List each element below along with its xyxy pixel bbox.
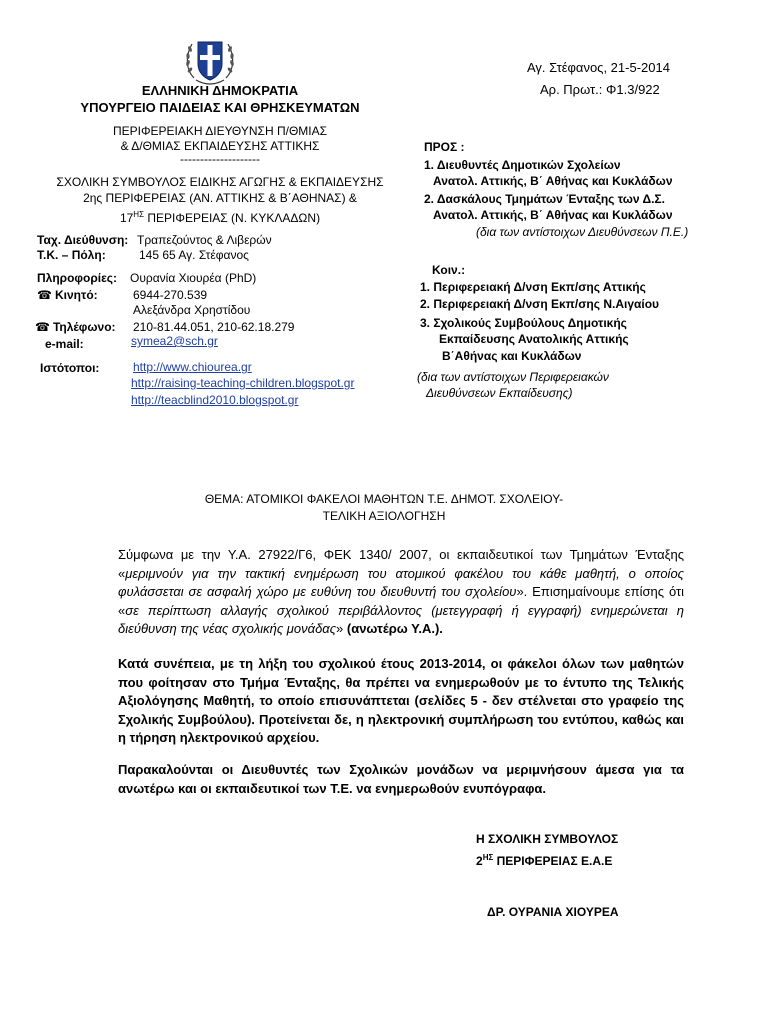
protocol-number: Αρ. Πρωτ.: Φ1.3/922: [540, 82, 660, 97]
subject-line-2: ΤΕΛΙΚΗ ΑΞΙΟΛΟΓΗΣΗ: [322, 509, 446, 523]
directorate-line-1: ΠΕΡΙΦΕΡΕΙΑΚΗ ΔΙΕΥΘΥΝΣΗ Π/ΘΜΙΑΣ: [112, 124, 328, 138]
body-paragraph-3: Παρακαλούνται οι Διευθυντές των Σχολικών μονάδων να μεριμνήσουν άμεσα για τα ανωτέρω και οι εκπαιδευτικοί των Τ.Ε. να ενημερωθούν ενυπόγραφα.: [118, 762, 684, 796]
address-label: Ταχ. Διεύθυνση:: [37, 233, 129, 247]
email-link[interactable]: symea2@sch.gr: [131, 334, 218, 348]
postcode-label: Τ.Κ. – Πόλη:: [37, 248, 106, 262]
address-value: Τραπεζούντος & Λιβερών: [137, 233, 272, 247]
mobile-value: 6944-270.539: [133, 288, 208, 302]
postcode-value: 145 65 Αγ. Στέφανος: [139, 248, 249, 262]
phone-value: 210-81.44.051, 210-62.18.279: [133, 320, 295, 334]
cc-item-3-line-2: Εκπαίδευσης Ανατολικής Αττικής: [439, 332, 629, 346]
cc-note-line-2: Διευθύνσεων Εκπαίδευσης): [426, 386, 573, 400]
cc-note-line-1: (δια των αντίστοιχων Περιφερειακών: [417, 370, 609, 384]
signature-name: ΔΡ. ΟΥΡΑΝΙΑ ΧΙΟΥΡΕΑ: [487, 905, 619, 919]
advisor-line-3: $17^{H\Sigma}$ ΠΕΡΙΦΕΡΕΙΑΣ (Ν. ΚΥΚΛΑΔΩΝ): [119, 210, 321, 225]
info-value-2: Αλεξάνδρα Χρηστίδου: [133, 303, 251, 317]
document-date: Αγ. Στέφανος, 21-5-2014: [527, 60, 670, 75]
info-label: Πληροφορίες:: [37, 271, 118, 285]
subject-line-1: ΘΕΜΑ: ΑΤΟΜΙΚΟΙ ΦΑΚΕΛΟΙ ΜΑΘΗΤΩΝ Τ.Ε. ΔΗΜΟΤ. ΣΧΟΛΕΙΟΥ-: [204, 492, 564, 506]
separator-line: --------------------: [180, 152, 260, 166]
body-paragraph-2: Κατά συνέπεια, με τη λήξη του σχολικού έτους 2013-2014, οι φάκελοι όλων των μαθητών που φοίτησαν στο Τμήμα Ένταξης, θα πρέπει να ενημερωθούν με το έντυπο της Τελικής Αξιολόγησης Μαθητή, το οποίο επισυνάπτεται (σελίδες 5 - δεν στέλνεται στο γραφείο της Σχολικής Συμβούλου). Προτείνεται δε, η ηλεκτρονική συμπλήρωση του εντύπου, καθώς και η τήρηση ηλεκτρονικού αρχείου.: [118, 656, 684, 745]
to-label: ΠΡΟΣ :: [424, 140, 465, 154]
republic-name: ΕΛΛΗΝΙΚΗ ΔΗΜΟΚΡΑΤΙΑ: [141, 83, 299, 98]
cc-item-1: 1. Περιφερειακή Δ/νση Εκπ/σης Αττικής: [420, 280, 646, 294]
recipient-1-line-1: 1. Διευθυντές Δημοτικών Σχολείων: [424, 158, 621, 172]
website-link-1[interactable]: http://www.chiourea.gr: [133, 360, 252, 374]
signature-title-2: $2^{H\Sigma}$ ΠΕΡΙΦΕΡΕΙΑΣ Ε.Α.Ε: [476, 853, 613, 868]
ministry-name: ΥΠΟΥΡΓΕΙΟ ΠΑΙΔΕΙΑΣ ΚΑΙ ΘΡΗΣΚΕΥΜΑΤΩΝ: [80, 100, 360, 115]
advisor-line-1: ΣΧΟΛΙΚΗ ΣΥΜΒΟΥΛΟΣ ΕΙΔΙΚΗΣ ΑΓΩΓΗΣ & ΕΚΠΑΙΔΕΥΣΗΣ: [56, 175, 384, 189]
recipient-2-line-2: Ανατολ. Αττικής, Β΄ Αθήνας και Κυκλάδων: [433, 208, 673, 222]
website-link-3[interactable]: http://teacblind2010.blogspot.gr: [131, 393, 299, 407]
telephone-icon: ☎: [35, 320, 50, 334]
websites-label: Ιστότοποι:: [40, 361, 100, 375]
mobile-row: ☎ Κινητό:: [37, 288, 98, 302]
recipient-1-line-2: Ανατολ. Αττικής, Β΄ Αθήνας και Κυκλάδων: [433, 174, 673, 188]
recipient-2-line-1: 2. Δασκάλους Τμημάτων Ένταξης των Δ.Σ.: [424, 192, 665, 206]
telephone-icon: ☎: [37, 288, 52, 302]
info-value-1: Ουρανία Χιουρέα (PhD): [130, 271, 257, 285]
cc-label: Κοιν.:: [432, 263, 466, 277]
greek-emblem-icon: [180, 30, 240, 90]
body-paragraph-1: Σύμφωνα με την Υ.Α. 27922/Γ6, ΦΕΚ 1340/ 2007, οι εκπαιδευτικοί των Τμημάτων Ένταξης «μεριμνούν για την τακτική ενημέρωση του ατομικού φακέλου του κάθε μαθητή, ο οποίος φυλάσσεται σε ασφαλή χώρο με ευθύνη του διευθυντή του σχολείου». Επισημαίνουμε επίσης ότι «σε περίπτωση αλλαγής σχολικού περιβάλλοντος (μετεγγραφή ή εγγραφή) ενημερώνεται η διεύθυνση της νέας σχολικής μονάδας» (ανωτέρω Υ.Α.).: [118, 547, 685, 636]
email-label: e-mail:: [45, 337, 84, 351]
directorate-line-2: & Δ/ΘΜΙΑΣ ΕΚΠΑΙΔΕΥΣΗΣ ΑΤΤΙΚΗΣ: [120, 139, 320, 153]
recipients-note: (δια των αντίστοιχων Διευθύνσεων Π.Ε.): [476, 225, 689, 239]
signature-title-1: Η ΣΧΟΛΙΚΗ ΣΥΜΒΟΥΛΟΣ: [476, 832, 619, 846]
advisor-line-2: 2ης ΠΕΡΙΦΕΡΕΙΑΣ (ΑΝ. ΑΤΤΙΚΗΣ & Β΄ΑΘΗΝΑΣ) &: [83, 191, 357, 205]
cc-item-2: 2. Περιφερειακή Δ/νση Εκπ/σης Ν.Αιγαίου: [420, 297, 660, 311]
cc-item-3-line-1: 3. Σχολικούς Συμβούλους Δημοτικής: [420, 316, 627, 330]
cc-item-3-line-3: Β΄Αθήνας και Κυκλάδων: [442, 349, 582, 363]
website-link-2[interactable]: http://raising-teaching-children.blogspot.gr: [131, 376, 355, 390]
phone-row: ☎ Τηλέφωνο:: [35, 320, 116, 334]
